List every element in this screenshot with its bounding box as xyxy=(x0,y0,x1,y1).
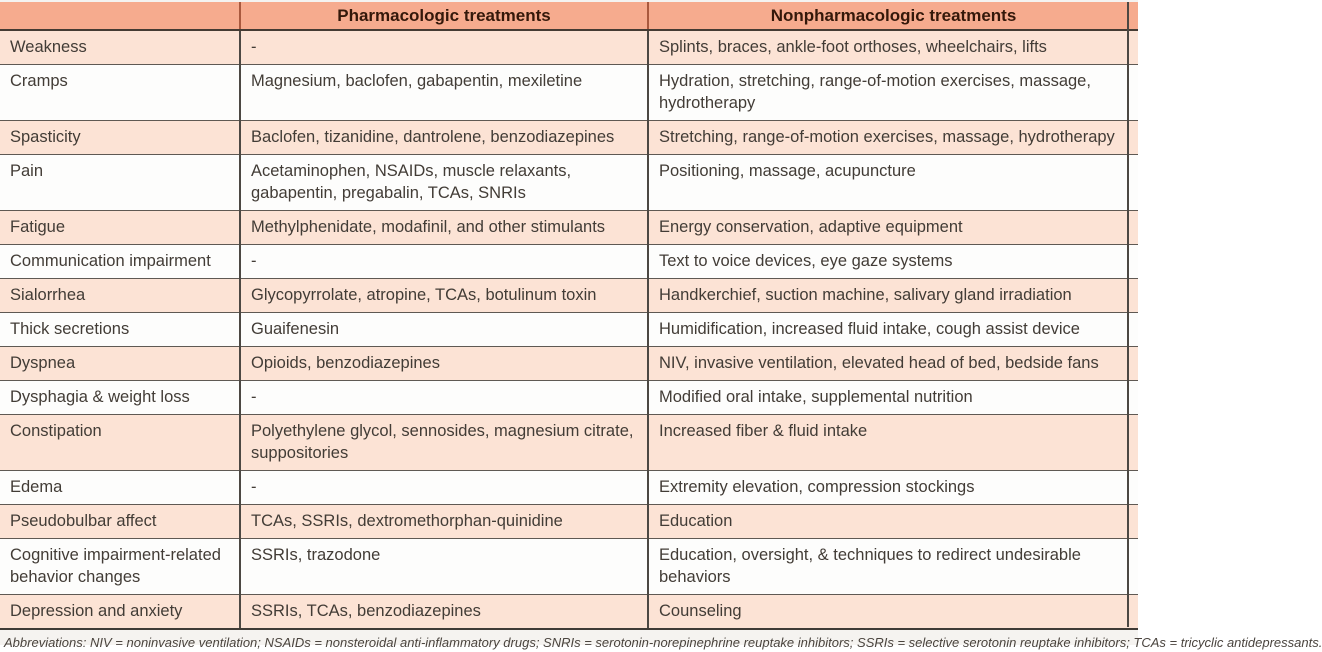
symptom-cell: Pseudobulbar affect xyxy=(0,505,240,539)
table-row xyxy=(0,211,1138,245)
symptom-cell: Dysphagia & weight loss xyxy=(0,381,240,415)
nonpharmacologic-cell: Counseling xyxy=(648,595,1138,630)
table-row xyxy=(0,245,1138,279)
symptom-column-header xyxy=(0,2,240,30)
pharmacologic-cell: Polyethylene glycol, sennosides, magnesium citrate, suppositories xyxy=(240,415,648,471)
symptom-treatment-table xyxy=(0,2,1138,630)
pharmacologic-column-header: Pharmacologic treatments xyxy=(240,2,648,30)
nonpharmacologic-cell: Extremity elevation, compression stockings xyxy=(648,471,1138,505)
table-row xyxy=(0,415,1138,471)
table-row xyxy=(0,30,1138,65)
table-row xyxy=(0,155,1138,211)
pharmacologic-cell: TCAs, SSRIs, dextromethorphan-quinidine xyxy=(240,505,648,539)
symptom-cell: Pain xyxy=(0,155,240,211)
abbreviations-footnote: Abbreviations: NIV = noninvasive ventilation; NSAIDs = nonsteroidal anti-inflammatory drugs; SNRIs = serotonin-norepinephrine reuptake inhibitors; SSRIs = selective serotonin reuptake inhibitors; TCAs = tricyclic antidepressants. xyxy=(0,630,1138,645)
nonpharmacologic-cell: Text to voice devices, eye gaze systems xyxy=(648,245,1138,279)
nonpharmacologic-cell: NIV, invasive ventilation, elevated head of bed, bedside fans xyxy=(648,347,1138,381)
pharmacologic-cell: Magnesium, baclofen, gabapentin, mexiletine xyxy=(240,65,648,121)
nonpharmacologic-cell: Stretching, range-of-motion exercises, massage, hydrotherapy xyxy=(648,121,1138,155)
symptom-cell: Depression and anxiety xyxy=(0,595,240,630)
table-body xyxy=(0,30,1138,629)
nonpharmacologic-cell: Positioning, massage, acupuncture xyxy=(648,155,1138,211)
pharmacologic-cell: - xyxy=(240,381,648,415)
pharmacologic-cell: - xyxy=(240,245,648,279)
pharmacologic-cell: Glycopyrrolate, atropine, TCAs, botulinum toxin xyxy=(240,279,648,313)
table-row xyxy=(0,539,1138,595)
symptom-cell: Constipation xyxy=(0,415,240,471)
table-row xyxy=(0,347,1138,381)
nonpharmacologic-cell: Handkerchief, suction machine, salivary gland irradiation xyxy=(648,279,1138,313)
pharmacologic-cell: SSRIs, trazodone xyxy=(240,539,648,595)
symptom-cell: Sialorrhea xyxy=(0,279,240,313)
table-row xyxy=(0,313,1138,347)
symptom-cell: Cramps xyxy=(0,65,240,121)
pharmacologic-cell: SSRIs, TCAs, benzodiazepines xyxy=(240,595,648,630)
pharmacologic-cell: Opioids, benzodiazepines xyxy=(240,347,648,381)
table-row xyxy=(0,505,1138,539)
symptom-cell: Edema xyxy=(0,471,240,505)
table-right-border xyxy=(1127,2,1129,627)
pharmacologic-cell: - xyxy=(240,471,648,505)
nonpharmacologic-cell: Increased fiber & fluid intake xyxy=(648,415,1138,471)
table-row xyxy=(0,279,1138,313)
nonpharmacologic-cell: Hydration, stretching, range-of-motion exercises, massage, hydrotherapy xyxy=(648,65,1138,121)
symptom-cell: Fatigue xyxy=(0,211,240,245)
pharmacologic-cell: - xyxy=(240,30,648,65)
nonpharmacologic-column-header: Nonpharmacologic treatments xyxy=(648,2,1138,30)
symptom-cell: Spasticity xyxy=(0,121,240,155)
symptom-cell: Weakness xyxy=(0,30,240,65)
table-row xyxy=(0,65,1138,121)
table-row xyxy=(0,121,1138,155)
nonpharmacologic-cell: Education, oversight, & techniques to redirect undesirable behaviors xyxy=(648,539,1138,595)
nonpharmacologic-cell: Humidification, increased fluid intake, cough assist device xyxy=(648,313,1138,347)
pharmacologic-cell: Methylphenidate, modafinil, and other stimulants xyxy=(240,211,648,245)
symptom-cell: Thick secretions xyxy=(0,313,240,347)
nonpharmacologic-cell: Energy conservation, adaptive equipment xyxy=(648,211,1138,245)
table-row xyxy=(0,595,1138,630)
symptom-cell: Dyspnea xyxy=(0,347,240,381)
nonpharmacologic-cell: Education xyxy=(648,505,1138,539)
pharmacologic-cell: Guaifenesin xyxy=(240,313,648,347)
nonpharmacologic-cell: Modified oral intake, supplemental nutrition xyxy=(648,381,1138,415)
pharmacologic-cell: Baclofen, tizanidine, dantrolene, benzodiazepines xyxy=(240,121,648,155)
symptom-cell: Cognitive impairment-related behavior changes xyxy=(0,539,240,595)
table-header-row xyxy=(0,2,1138,30)
pharmacologic-cell: Acetaminophen, NSAIDs, muscle relaxants, gabapentin, pregabalin, TCAs, SNRIs xyxy=(240,155,648,211)
table-row xyxy=(0,381,1138,415)
symptom-cell: Communication impairment xyxy=(0,245,240,279)
nonpharmacologic-cell: Splints, braces, ankle-foot orthoses, wheelchairs, lifts xyxy=(648,30,1138,65)
table-row xyxy=(0,471,1138,505)
